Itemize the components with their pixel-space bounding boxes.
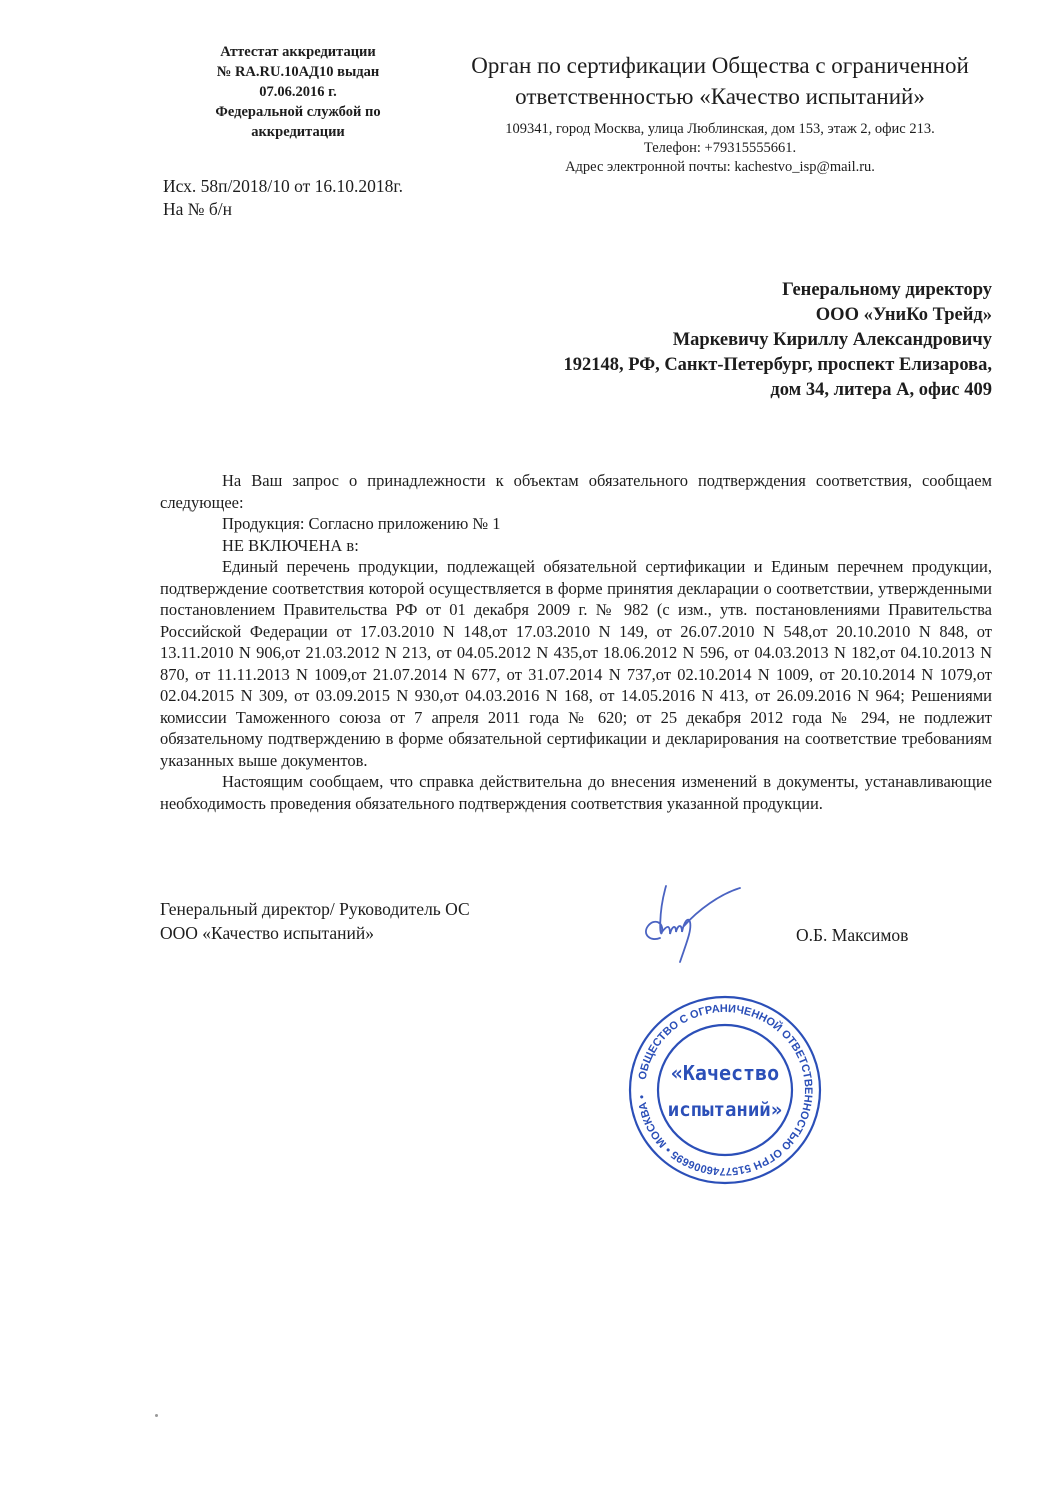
stamp-ring-text: ОБЩЕСТВО С ОГРАНИЧЕННОЙ ОТВЕТСТВЕННОСТЬЮ ОГРН 5157746006695 • МОСКВА • <box>636 1002 815 1178</box>
scan-speck <box>155 1414 158 1417</box>
product-line: Продукция: Согласно приложению № 1 <box>222 514 501 533</box>
addressee-line: Генеральному директору <box>782 280 992 300</box>
org-phone: Телефон: +79315555661. <box>643 140 797 156</box>
outgoing-number: Исх. 58п/2018/10 от 16.10.2018г. <box>163 176 404 196</box>
not-included-line: НЕ ВКЛЮЧЕНА в: <box>222 535 359 555</box>
signer-position: Генеральный директор/ Руководитель ОС <box>160 899 470 919</box>
accreditation-line: 07.06.2016 г. <box>259 84 337 100</box>
addressee-line: Маркевичу Кириллу Александровичу <box>672 330 992 350</box>
org-address: 109341, город Москва, улица Люблинская, дом 153, этаж 2, офис 213. <box>505 121 935 137</box>
org-email: Адрес электронной почты: kachestvo_isp@mail.ru. <box>565 159 875 175</box>
addressee-line: дом 34, литера А, офис 409 <box>770 380 992 400</box>
addressee-line: ООО «УниКо Трейд» <box>815 305 992 325</box>
accreditation-line: Федеральной службой по <box>215 104 381 120</box>
signer-company: ООО «Качество испытаний» <box>160 923 374 943</box>
org-name-line: Орган по сертификации Общества с ограниченной <box>471 53 969 78</box>
stamp-text-line: «Качество <box>670 1061 780 1085</box>
accreditation-line: Аттестат аккредитации <box>220 44 376 60</box>
signer-name: О.Б. Максимов <box>796 925 909 945</box>
addressee-block <box>563 278 992 403</box>
accreditation-line: № RA.RU.10АД10 выдан <box>216 64 380 80</box>
body-paragraph: На Ваш запрос о принадлежности к объектам обязательного подтверждения соответствия, сообщаем следующее: <box>160 471 992 512</box>
organization-header <box>430 50 1010 177</box>
company-stamp <box>620 990 830 1190</box>
body-paragraph: Единый перечень продукции, подлежащей обязательной сертификации и Единым перечнем продукции, подтверждение соответствия которой осуществляется в форме принятия декларации о соответствии, утвержденными постановлением Правительства РФ от 01 декабря 2009 г. № 982 (с изм., утв. постановлениями Правительства Российской Федерации от 17.03.2010 N 148,от 17.03.2010 N 149, от 26.07.2010 N 548,от 20.10.2010 N 848, от 13.11.2010 N 906,от 21.03.2012 N 213, от 04.05.2012 N 435,от 18.06.2012 N 596, от 04.03.2013 N 182,от 04.10.2013 N 870, от 11.11.2013 N 1009,от 21.07.2014 N 677, от 31.07.2014 N 737,от 02.10.2014 N 1009, от 20.10.2014 N 1079,от 02.04.2015 N 309, от 03.09.2015 N 930,от 04.03.2016 N 168, от 14.05.2016 N 413, от 26.09.2016 N 964; Решениями комиссии Таможенного союза от 7 апреля 2011 года № 620; от 25 декабря 2012 года № 294, не подлежит обязательному подтверждению в форме обязательной сертификации и декларирования на соответствие требованиям указанных выше документов. <box>160 557 992 770</box>
accreditation-block <box>178 42 418 142</box>
outgoing-reference <box>163 175 403 221</box>
letter-body <box>160 470 992 814</box>
stamp-text-line: испытаний» <box>667 1099 783 1121</box>
reply-reference: На № б/н <box>163 199 232 219</box>
signature-position <box>160 897 470 945</box>
accreditation-line: аккредитации <box>251 124 345 140</box>
body-paragraph: Настоящим сообщаем, что справка действительна до внесения изменений в документы, устанавливающие необходимость проведения обязательного подтверждения соответствия указанной продукции. <box>160 772 992 813</box>
handwritten-signature <box>628 880 778 970</box>
addressee-line: 192148, РФ, Санкт-Петербург, проспект Елизарова, <box>563 355 992 375</box>
org-name-line: ответственностью «Качество испытаний» <box>515 84 925 109</box>
